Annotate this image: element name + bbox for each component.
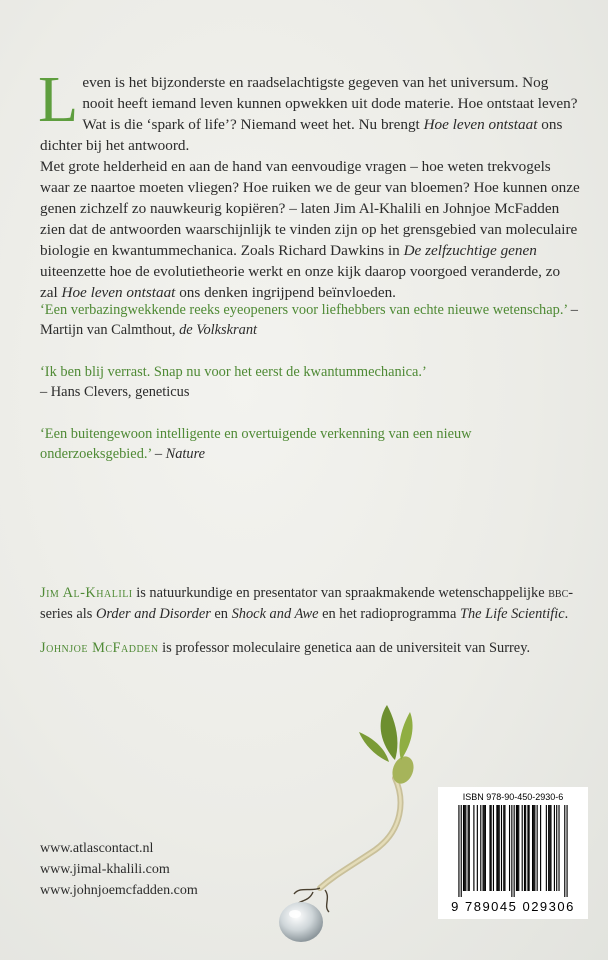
press-quotes bbox=[40, 300, 580, 486]
barcode-bar bbox=[546, 805, 547, 891]
author-bio-text: -series als bbox=[40, 585, 574, 622]
barcode-bar bbox=[532, 805, 533, 891]
quote-source: – bbox=[151, 446, 166, 462]
barcode-bar bbox=[485, 805, 486, 891]
barcode-bar bbox=[533, 805, 534, 891]
blurb-paragraph-1 bbox=[38, 63, 580, 156]
barcode-bar bbox=[499, 805, 500, 891]
website-link-jimal-khalili[interactable]: www.jimal-khalili.com bbox=[40, 862, 170, 877]
author-bio-text: is professor moleculaire genetica aan de universiteit van Surrey. bbox=[158, 640, 531, 656]
barcode-bar bbox=[522, 805, 523, 891]
barcode-bar bbox=[463, 805, 464, 891]
barcode-bar bbox=[491, 805, 492, 891]
website-link-johnjoemcfadden[interactable]: www.johnjoemcfadden.com bbox=[40, 883, 198, 898]
sprout-illustration bbox=[255, 700, 445, 960]
press-quote bbox=[40, 300, 580, 340]
barcode-bar bbox=[503, 805, 504, 891]
blurb-text: uiteenzette hoe de evolutietheorie werkt en onze kijk daarop voorgoed veranderde, zo zal bbox=[40, 263, 561, 301]
barcode-bar bbox=[464, 805, 465, 891]
bbc-text: bbc bbox=[548, 585, 569, 601]
barcode-bar bbox=[550, 805, 551, 891]
barcode bbox=[448, 805, 578, 897]
barcode-bar bbox=[497, 805, 498, 891]
author-name: Jim Al-Khalili bbox=[40, 585, 133, 601]
quote-text: ‘Een verbazingwekkende reeks eyeopeners voor liefhebbers van echte nieuwe wetenschap.’ bbox=[40, 302, 568, 318]
blurb-text: ons dichter bij het antwoord. bbox=[40, 116, 563, 154]
show-title-italic: Order and Disorder bbox=[95, 606, 211, 622]
author-bio bbox=[40, 638, 585, 659]
barcode-bar bbox=[465, 805, 466, 891]
barcode-bar bbox=[511, 805, 512, 897]
website-list bbox=[40, 838, 198, 901]
barcode-bar bbox=[509, 805, 510, 891]
barcode-bar bbox=[480, 805, 481, 891]
drop-cap: L bbox=[38, 63, 79, 136]
barcode-bar bbox=[534, 805, 535, 891]
press-quote bbox=[40, 362, 580, 402]
book-title-italic: Hoe leven ontstaat bbox=[423, 116, 538, 133]
barcode-bar bbox=[483, 805, 484, 891]
barcode-bar bbox=[554, 805, 555, 891]
barcode-bar bbox=[537, 805, 538, 891]
barcode-bar bbox=[556, 805, 557, 891]
isbn-label: ISBN 978-90-450-2930-6 bbox=[462, 792, 564, 802]
barcode-bar bbox=[501, 805, 502, 891]
show-title-italic: Shock and Awe bbox=[231, 606, 319, 622]
quote-source: – Martijn van Calmthout, bbox=[40, 302, 578, 338]
blurb-text: Met grote helderheid en aan de hand van eenvoudige vragen – hoe weten trekvogels waar ze naartoe moeten vliegen? Hoe ruiken we de geur van bloemen? Hoe kunnen onze genen zichzelf zo nauwkeurig kopiëren? – laten Jim Al-Khalili en Johnjoe McFadden zien dat de antwoorden waarschijnlijk te vinden zijn op het grensgebied van moleculaire biologie en kwantummechanica. Zoals Richard Dawkins in bbox=[40, 158, 580, 259]
barcode-bar bbox=[489, 805, 490, 891]
author-bios bbox=[40, 583, 585, 672]
author-bio-text: . bbox=[564, 606, 569, 622]
barcode-bar bbox=[516, 805, 517, 891]
barcode-bar bbox=[484, 805, 485, 891]
barcode-bar bbox=[514, 805, 515, 897]
quote-publication: Nature bbox=[165, 446, 206, 462]
blurb-paragraph-2 bbox=[40, 156, 580, 303]
quote-source: – Hans Clevers, geneticus bbox=[40, 384, 190, 400]
blurb bbox=[38, 63, 580, 303]
barcode-bar bbox=[469, 805, 470, 891]
barcode-bar bbox=[468, 805, 469, 891]
barcode-bar bbox=[493, 805, 494, 891]
barcode-bar bbox=[566, 805, 567, 897]
barcode-bar bbox=[540, 805, 541, 891]
barcode-bar bbox=[529, 805, 530, 891]
barcode-bar bbox=[548, 805, 549, 891]
isbn-digits: 9 789045 029306 bbox=[451, 899, 575, 914]
isbn-barcode-box bbox=[438, 787, 588, 919]
barcode-bar bbox=[458, 805, 459, 897]
barcode-bar bbox=[527, 805, 528, 891]
quote-text: ‘Een buitengewoon intelligente en overtuigende verkenning van een nieuw onderzoeksgebied.’ bbox=[40, 426, 472, 462]
quote-text: ‘Ik ben blij verrast. Snap nu voor het eerst de kwantummechanica.’ bbox=[40, 364, 427, 380]
author-name: Johnjoe McFadden bbox=[40, 640, 159, 656]
author-bio bbox=[40, 583, 585, 625]
barcode-bar bbox=[564, 805, 565, 897]
author-bio-text: en het radioprogramma bbox=[318, 606, 460, 622]
barcode-bar bbox=[524, 805, 525, 891]
author-bio-text: is natuurkundige en presentator van spraakmakende wetenschappelijke bbox=[132, 585, 549, 601]
blurb-text: even is het bijzonderste en raadselachtigste gegeven van het universum. Nog nooit heeft iemand leven kunnen opwekken uit dode materie. Hoe ontstaat leven? Wat is die ‘spark of life’? Niemand weet het. Nu brengt bbox=[82, 74, 578, 133]
barcode-bar bbox=[525, 805, 526, 891]
barcode-bar bbox=[477, 805, 478, 891]
author-bio-text: en bbox=[210, 606, 232, 622]
website-link-atlascontact[interactable]: www.atlascontact.nl bbox=[40, 841, 154, 856]
referenced-title-italic: De zelfzuchtige genen bbox=[403, 242, 537, 259]
barcode-bar bbox=[517, 805, 518, 891]
barcode-bar bbox=[473, 805, 474, 891]
press-quote bbox=[40, 424, 580, 464]
barcode-bar bbox=[558, 805, 559, 891]
barcode-bar bbox=[504, 805, 505, 891]
barcode-bar bbox=[549, 805, 550, 891]
barcode-bar bbox=[461, 805, 462, 897]
book-title-italic: Hoe leven ontstaat bbox=[61, 284, 176, 301]
show-title-italic: The Life Scientific bbox=[459, 606, 565, 622]
blurb-text: ons denken ingrijpend beïnvloeden. bbox=[175, 284, 396, 301]
barcode-bar bbox=[518, 805, 519, 891]
quote-publication: de Volkskrant bbox=[179, 322, 258, 338]
barcode-bar bbox=[496, 805, 497, 891]
